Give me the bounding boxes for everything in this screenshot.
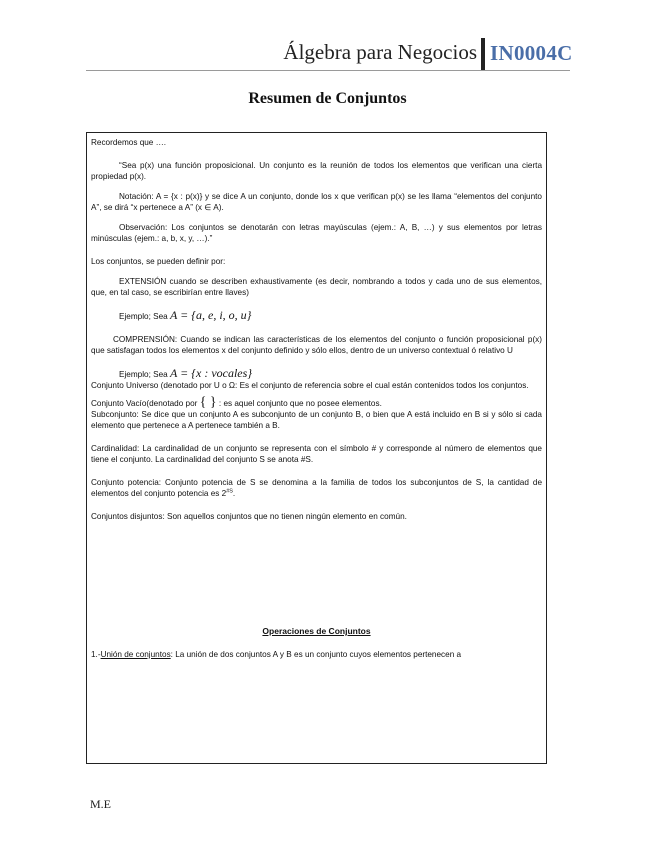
observation-paragraph: Observación: Los conjuntos se denotarán con letras mayúsculas (ejem.: A, B, …) y sus elementos por letras minúsculas (ejem.: a, b, x, y, …).” <box>91 223 542 243</box>
union-paragraph <box>91 649 542 660</box>
footer-initials: M.E <box>90 797 111 811</box>
example-comprehension <box>91 368 542 380</box>
comprehension-paragraph: COMPRENSIÓN: Cuando se indican las características de los elementos del conjunto o función proposicional p(x) que satisfagan todos los elementos x del conjunto definido y sólo ellos, dentro de un universo contextual ó relativo U <box>91 335 542 355</box>
example-extension-formula: A = {a, e, i, o, u} <box>169 308 252 322</box>
example-comprehension-formula: A = {x : vocales} <box>169 366 253 380</box>
intro-text: Recordemos que …. <box>91 138 167 147</box>
union-text: : La unión de dos conjuntos A y B es un conjunto cuyos elementos pertenecen a <box>170 650 462 659</box>
define-by-text: Los conjuntos, se pueden definir por: <box>91 257 226 266</box>
union-label: Unión de conjuntos <box>100 650 171 659</box>
cardinality-paragraph: Cardinalidad: La cardinalidad de un conjunto se representa con el símbolo # y corresponde al número de elementos que tiene el conjunto. La cardinalidad del conjunto S se anota #S. <box>91 444 542 464</box>
header-rule <box>86 70 570 71</box>
empty-set-suffix: : es aquel conjunto que no posee elementos. <box>218 399 382 408</box>
operations-title: Operaciones de Conjuntos <box>262 626 371 636</box>
universe-paragraph: Conjunto Universo (denotado por U o Ω: Es el conjunto de referencia sobre el cual están contenidos todos los conjuntos. <box>91 381 529 390</box>
header-title: Álgebra para Negocios <box>283 40 477 64</box>
empty-set-symbol: { } <box>199 395 217 410</box>
content-body <box>91 137 542 660</box>
disjoint-paragraph: Conjuntos disjuntos: Son aquellos conjuntos que no tienen ningún elemento en común. <box>91 512 407 521</box>
example-extension <box>91 310 542 322</box>
power-set-paragraph <box>91 477 542 499</box>
document-title: Resumen de Conjuntos <box>248 90 407 107</box>
header-separator <box>481 38 485 70</box>
subset-paragraph: Subconjunto: Se dice que un conjunto A es subconjunto de un conjunto B, o bien que A está incluido en B si y sólo si cada elemento que pertenece a A pertenece también a B. <box>91 410 542 430</box>
example-label: Ejemplo; Sea <box>119 312 168 321</box>
content-box <box>86 132 547 764</box>
union-prefix: 1.- <box>91 650 101 659</box>
empty-set-prefix: Conjunto Vacío(denotado por <box>91 399 198 408</box>
power-set-end: . <box>232 489 236 498</box>
power-set-text: Conjunto potencia: Conjunto potencia de S se denomina a la familia de todos los subconjuntos de S, la cantidad de elementos del conjunto potencia es 2 <box>91 478 542 498</box>
page-header <box>0 36 655 72</box>
empty-set-paragraph <box>91 397 542 409</box>
extension-paragraph: EXTENSIÓN cuando se describen exhaustivamente (es decir, nombrando a todos y cada uno de sus elementos, que, en tal caso, se escribirían entre llaves) <box>91 277 542 297</box>
power-set-exponent: #S <box>226 488 233 495</box>
notation-paragraph: Notación: A = {x : p(x)} y se dice A un conjunto, donde los x que verifican p(x) se les llama “elementos del conjunto A”, se dirá “x pertenece a A” (x ∈ A). <box>91 192 542 212</box>
course-code: IN0004C <box>490 41 573 65</box>
example-label-2: Ejemplo; Sea <box>119 370 168 379</box>
definition-paragraph: “Sea p(x) una función proposicional. Un conjunto es la reunión de todos los elementos que verifican una cierta propiedad p(x). <box>91 161 542 181</box>
